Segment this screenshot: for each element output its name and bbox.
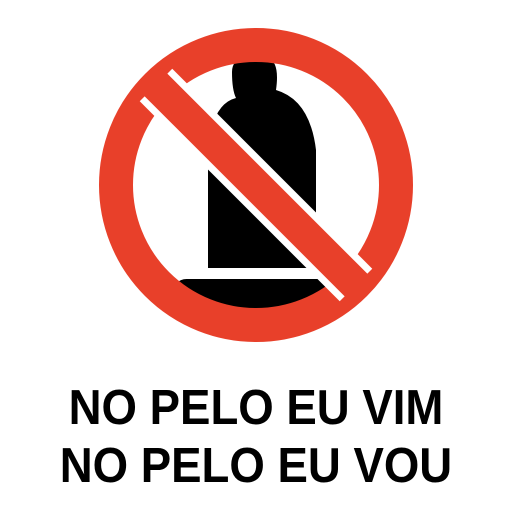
caption-line-1: NO PELO EU VIM xyxy=(68,381,444,435)
caption-line-2: NO PELO EU VOU xyxy=(59,439,453,493)
